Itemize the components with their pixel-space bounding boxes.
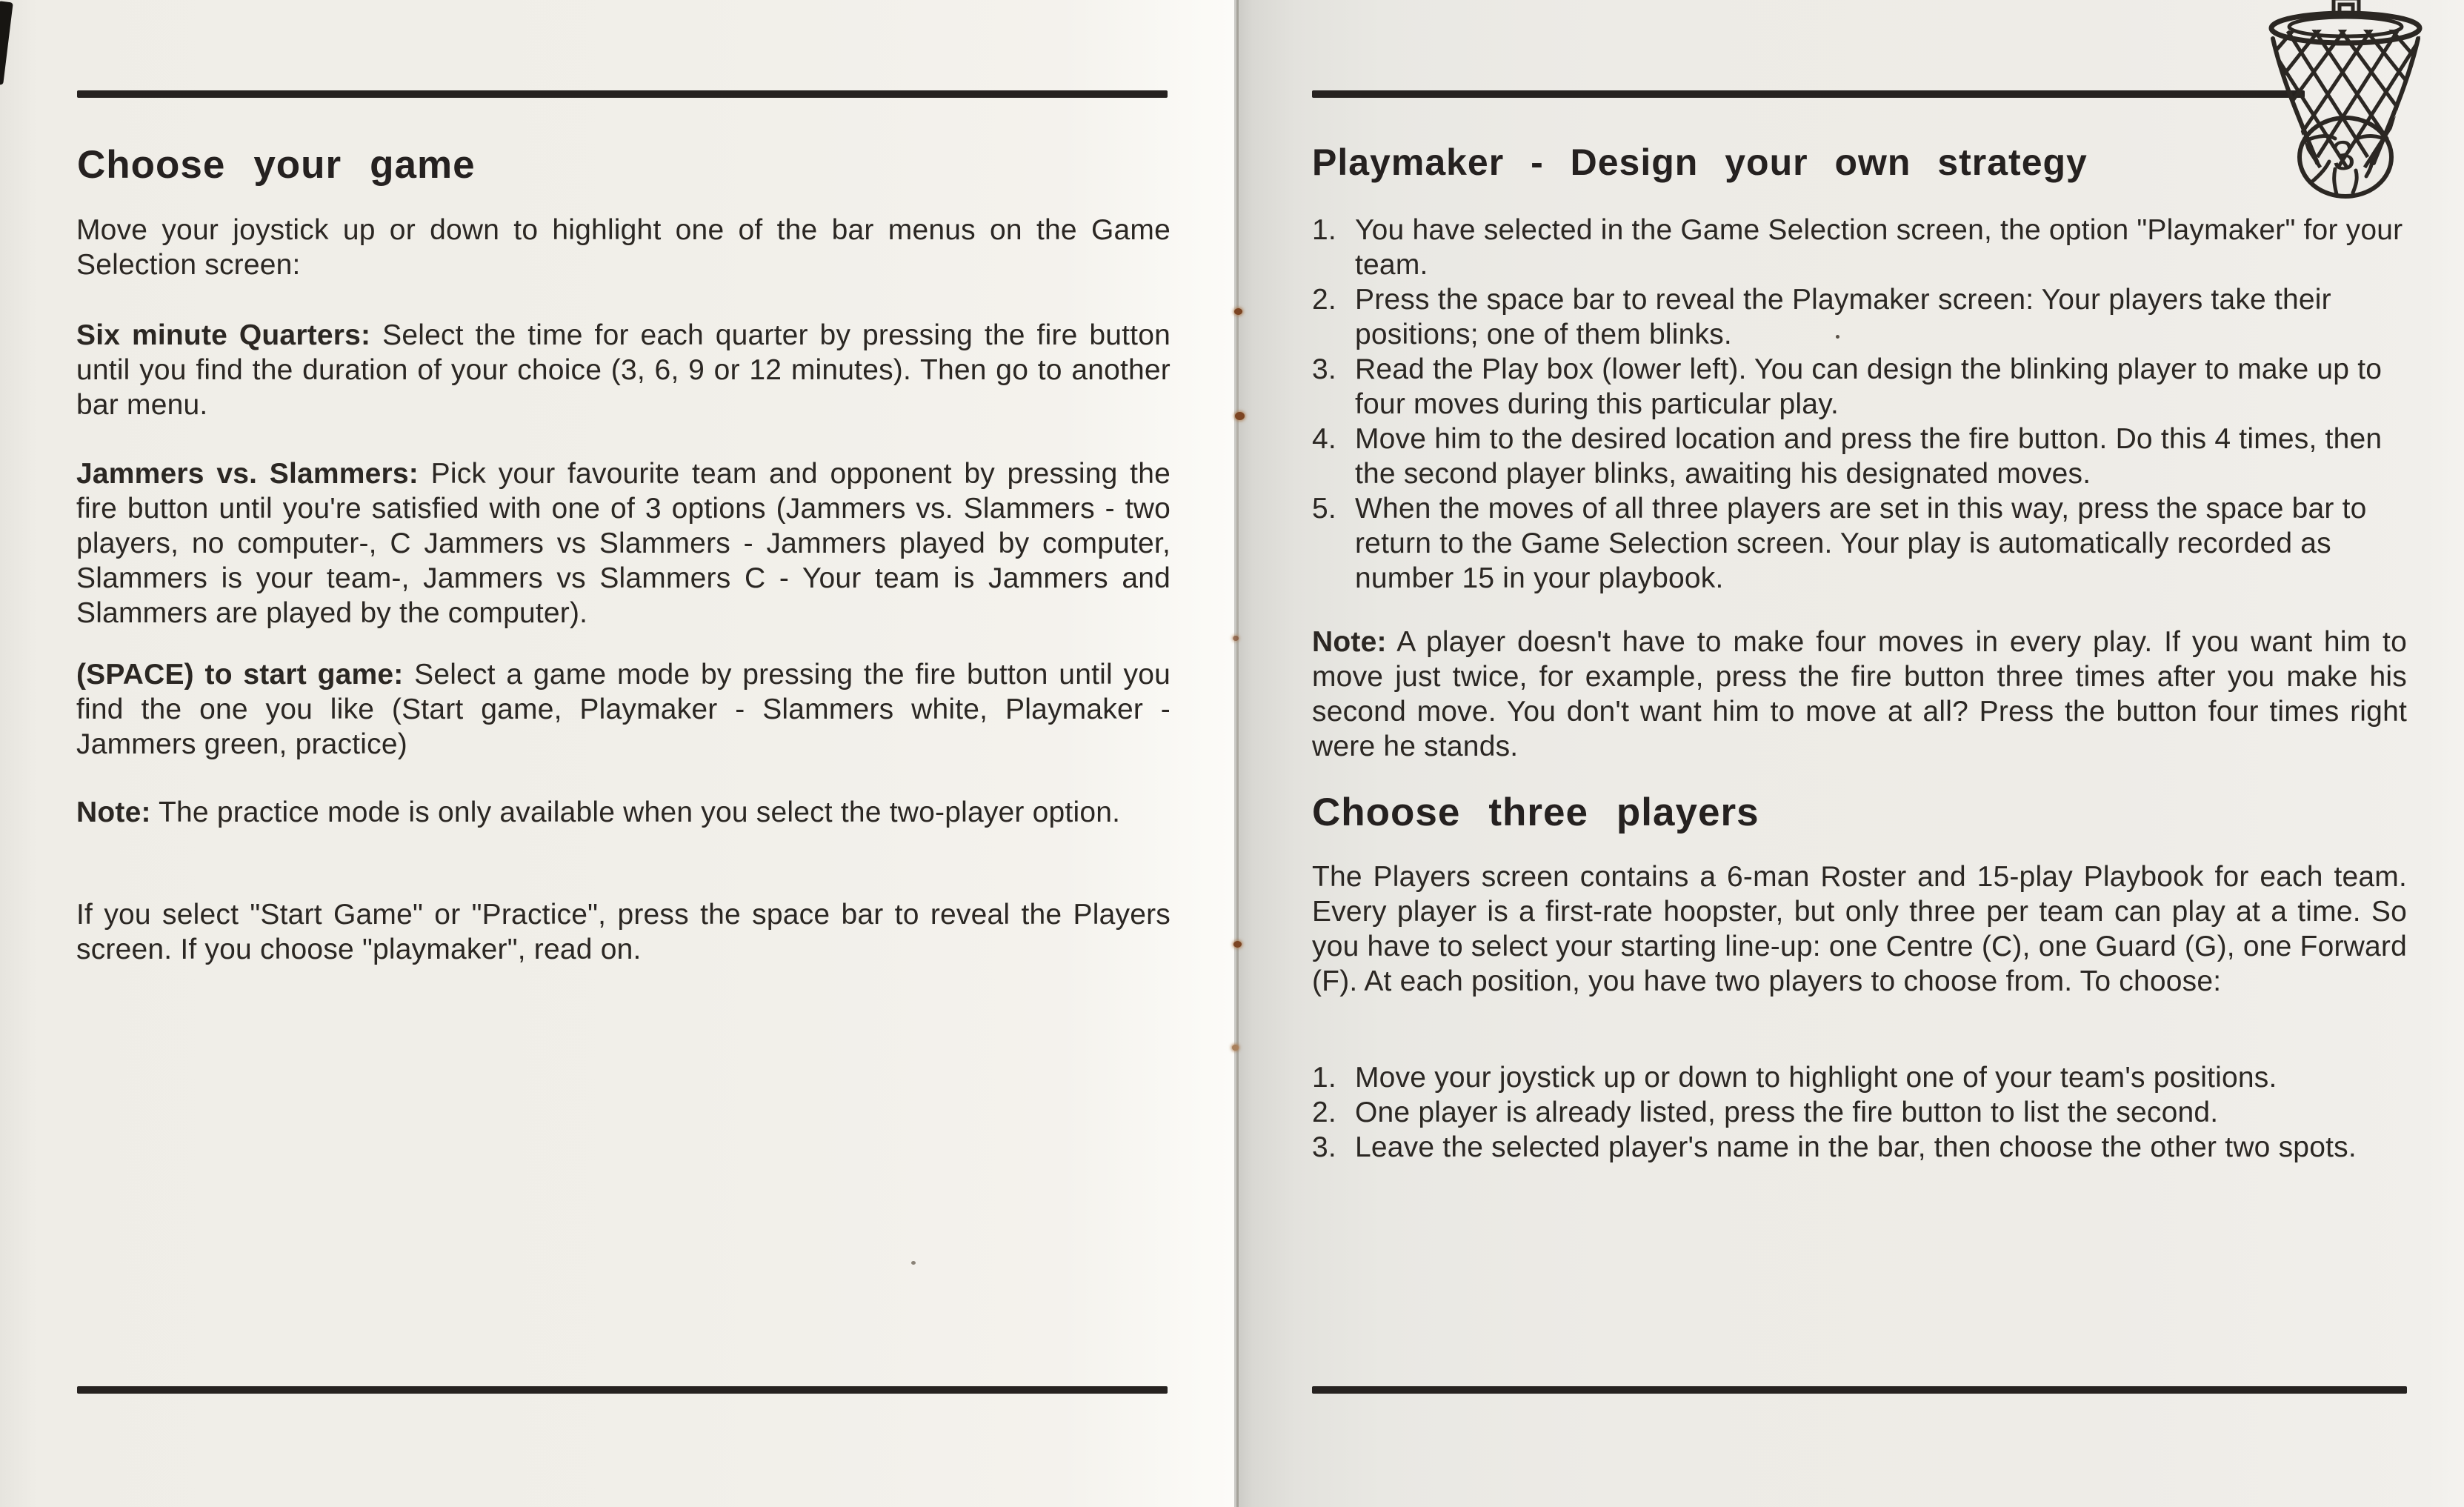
list-item <box>1312 213 2407 282</box>
paragraph-lead: (SPACE) to start game: <box>76 659 404 691</box>
paragraph-start-or-practice <box>76 897 1171 967</box>
bottom-rule-left <box>77 1386 1168 1394</box>
list-item-number: 4. <box>1312 423 1336 455</box>
basketball-net-icon <box>2258 0 2427 212</box>
page-number: 3 <box>2329 130 2357 180</box>
list-item-text: Move him to the desired location and press the fire button. Do this 4 times, then the second player blinks, awaiting his designated moves. <box>1355 423 2383 490</box>
list-item-text: When the moves of all three players are set in this way, press the space bar to return to the Game Selection screen. Your play is automatically recorded as number 15 in your playbook. <box>1355 493 2367 594</box>
list-item <box>1312 1060 2407 1095</box>
staple-mark <box>1234 308 1242 315</box>
list-item <box>1312 352 2407 422</box>
paragraph-text: Select the time for each quarter by pressing the fire button until you find the duration of your choice (3, 6, 9 or 12 minutes). Then go to another bar menu. <box>76 319 1171 421</box>
list-item-number: 1. <box>1312 1062 1336 1094</box>
paragraph-lead: Jammers vs. Slammers: <box>76 458 419 490</box>
paragraph-note-moves <box>1312 625 2407 764</box>
list-item-number: 1. <box>1312 214 1336 246</box>
staple-mark <box>1235 412 1245 420</box>
heading-choose-three-players: Choose three players <box>1312 791 1759 834</box>
paragraph-text: Pick your favourite team and opponent by pressing the fire button until you're satisfied with one of 3 options (Jammers vs. Slammers - two players, no computer-, C Jammers vs Slammers - Jammers played by computer, Slammers is your team-, Jammers vs Slammers C - Your team is Jammers and Slammers are played by the computer). <box>76 458 1171 629</box>
list-item-number: 3. <box>1312 1131 1336 1163</box>
list-item-number: 2. <box>1312 284 1336 316</box>
scan-corner-artifact <box>0 1 13 85</box>
paragraph-text: The Players screen contains a 6-man Roster and 15-play Playbook for each team. Every player is a first-rate hoopster, but only three per team can play at a time. So you have to select your starting line-up: one Centre (C), one Guard (G), one Forward (F). At each position, you have two players to choose from. To choose: <box>1312 861 2407 997</box>
top-rule-right <box>1312 90 2305 98</box>
list-item-text: Press the space bar to reveal the Playmaker screen: Your players take their positions; one of them blinks. <box>1355 284 2331 350</box>
paragraph-text: Select a game mode by pressing the fire button until you find the one you like (Start game, Playmaker - Slammers white, Playmaker - Jammers green, practice) <box>76 659 1171 760</box>
staple-mark <box>1233 636 1239 641</box>
list-item <box>1312 491 2407 596</box>
paragraph-lead: Note: <box>76 796 151 828</box>
paragraph-lead: Six minute Quarters: <box>76 319 371 351</box>
paragraph-text: The practice mode is only available when you select the two-player option. <box>150 796 1121 828</box>
paper-speck <box>911 1261 916 1265</box>
bottom-rule-right <box>1312 1386 2407 1394</box>
list-item <box>1312 1130 2407 1165</box>
list-item <box>1312 422 2407 491</box>
list-item-text: Move your joystick up or down to highlight one of your team's positions. <box>1355 1062 2277 1094</box>
paragraph-jammers-vs-slammers <box>76 456 1171 631</box>
paragraph-note-practice <box>76 795 1171 830</box>
list-item-text: You have selected in the Game Selection screen, the option "Playmaker" for your team. <box>1355 214 2403 281</box>
staple-mark <box>1232 1045 1239 1051</box>
list-item-number: 5. <box>1312 493 1336 525</box>
booklet-spine-crease <box>1236 0 1239 1507</box>
list-item <box>1312 282 2407 352</box>
paragraph-intro <box>76 213 1171 282</box>
net-hanger <box>2334 0 2359 12</box>
list-item-text: Leave the selected player's name in the bar, then choose the other two spots. <box>1355 1131 2357 1163</box>
paragraph-text: Move your joystick up or down to highlight one of the bar menus on the Game Selection screen: <box>76 214 1171 281</box>
paragraph-lead: Note: <box>1312 626 1387 658</box>
players-steps-list <box>1312 1060 2407 1165</box>
list-item-text: One player is already listed, press the fire button to list the second. <box>1355 1097 2219 1128</box>
staple-mark <box>1233 941 1242 948</box>
playmaker-steps-list <box>1312 213 2407 596</box>
paragraph-text: A player doesn't have to make four moves in every play. If you want him to move just twice, for example, press the fire button three times after you make his second move. You don't want him to move at all? Press the button four times right were he stands. <box>1312 626 2407 762</box>
paragraph-players-intro <box>1312 859 2407 999</box>
list-item-number: 2. <box>1312 1097 1336 1128</box>
list-item-text: Read the Play box (lower left). You can design the blinking player to make up to four moves during this particular play. <box>1355 353 2383 420</box>
paragraph-text: If you select "Start Game" or "Practice", press the space bar to reveal the Players screen. If you choose "playmaker", read on. <box>76 899 1171 965</box>
heading-playmaker: Playmaker - Design your own strategy <box>1312 142 2088 183</box>
page-right <box>1234 0 2464 1507</box>
paragraph-six-minute-quarters <box>76 318 1171 422</box>
list-item-number: 3. <box>1312 353 1336 385</box>
paragraph-space-to-start <box>76 657 1171 762</box>
heading-choose-your-game: Choose your game <box>77 143 476 187</box>
list-item <box>1312 1095 2407 1130</box>
paper-speck <box>1836 335 1839 339</box>
top-rule-left <box>77 90 1168 98</box>
